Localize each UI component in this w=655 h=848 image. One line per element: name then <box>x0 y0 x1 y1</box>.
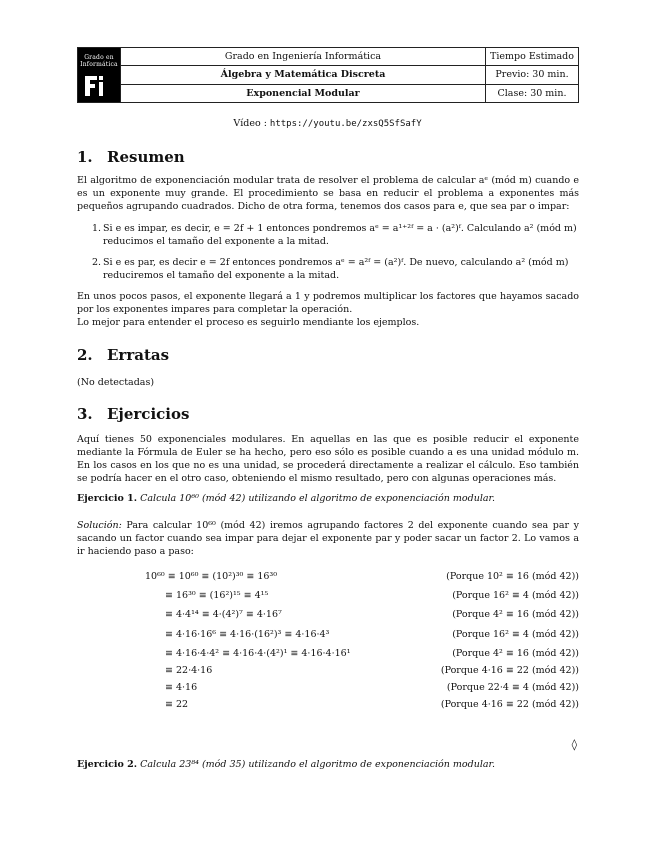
exercise-2 <box>77 758 579 771</box>
resumen-paragraph-3: Lo mejor para entender el proceso es seguirlo mendiante los ejemplos. <box>77 317 420 328</box>
video-line <box>0 118 655 129</box>
list-item <box>92 256 579 282</box>
solution-paragraph <box>77 519 579 558</box>
step-reason: (Porque 4·16 ≡ 22 (mód 42)) <box>440 699 579 710</box>
degree-name: Grado en Ingeniería Informática <box>121 48 486 66</box>
university-logo <box>78 48 121 103</box>
step-reason: (Porque 22·4 ≡ 4 (mód 42)) <box>446 682 579 693</box>
step-lhs: ≡ 22·4·16 <box>165 665 213 676</box>
step-lhs: 10⁶⁰ ≡ 10⁶⁰ ≡ (10²)³⁰ ≡ 16³⁰ <box>145 571 278 582</box>
list-number: 2. <box>92 257 102 268</box>
time-label: Tiempo Estimado <box>486 48 579 66</box>
step-lhs: ≡ 4·16·16⁶ ≡ 4·16·(16²)³ ≡ 4·16·4³ <box>165 629 330 640</box>
step-reason: (Porque 4² ≡ 16 (mód 42)) <box>452 648 579 659</box>
section-heading-erratas <box>77 346 169 364</box>
end-of-solution-mark: ◊ <box>571 738 577 751</box>
logo-text: Grado en Informática <box>80 54 118 68</box>
exercise-1 <box>77 492 579 505</box>
subject-name: Álgebra y Matemática Discreta <box>121 66 486 84</box>
resumen-paragraph-2: En unos pocos pasos, el exponente llegará a 1 y podremos multiplicar los factores que hayamos sacado por los exponentes impares para completar la operación. <box>77 291 579 315</box>
step-reason: (Porque 16² ≡ 4 (mód 42)) <box>452 590 579 601</box>
step-lhs: ≡ 4·16·4·4² ≡ 4·16·4·(4²)¹ ≡ 4·16·4·16¹ <box>165 648 351 659</box>
section-title: Erratas <box>107 346 170 364</box>
section-title: Ejercicios <box>107 405 190 423</box>
section-number: 3. <box>77 405 93 423</box>
exercise-statement: Calcula 23⁸⁴ (mód 35) utilizando el algoritmo de exponenciación modular. <box>140 759 496 770</box>
clase-time: Clase: 30 min. <box>486 84 579 102</box>
step-reason: (Porque 16² ≡ 4 (mód 42)) <box>452 629 579 640</box>
step-lhs: ≡ 16³⁰ ≡ (16²)¹⁵ ≡ 4¹⁵ <box>165 590 269 601</box>
section-heading-ejercicios <box>77 405 189 423</box>
resumen-paragraph-1: El algoritmo de exponenciación modular trata de resolver el problema de calcular aᵉ (mód m) cuando e es un exponente muy grande. El procedimiento se basa en reducir el problema a exponentes más pequeños agrupando cuadrados. Dicho de otra forma, tenemos dos casos para e, que sea par o impar: <box>77 175 579 212</box>
fi-logo-icon <box>85 76 103 96</box>
section-heading-resumen <box>77 148 185 166</box>
step-reason: (Porque 10² ≡ 16 (mód 42)) <box>446 571 579 582</box>
solution-text: Para calcular 10⁶⁰ (mód 42) iremos agrupando factores 2 del exponente cuando sea par y sacando un factor cuando sea impar para dejar el exponente par y poder sacar un factor 2. Lo vamos a ir haciendo paso a paso: <box>77 520 579 557</box>
ejercicios-intro: Aquí tienes 50 exponenciales modulares. En aquellas en las que es posible reducir el exponente mediante la Fórmula de Euler se ha hecho, pero eso sólo es posible cuando a es una unidad módulo m. En los casos en los que no es una unidad, se procederá directamente a realizar el cálculo. Eso también se podría hacer en el otro caso, obteniendo el mismo resultado, pero con algunas operaciones más. <box>77 434 579 484</box>
step-lhs: ≡ 22 <box>165 699 189 710</box>
step-lhs: ≡ 4·16 <box>165 682 198 693</box>
list-number: 1. <box>92 223 102 234</box>
exercise-statement: Calcula 10⁶⁰ (mód 42) utilizando el algoritmo de exponenciación modular. <box>140 493 496 504</box>
section-number: 2. <box>77 346 93 364</box>
video-link[interactable]: https://youtu.be/zxsQ5SfSafY <box>269 119 422 129</box>
header-table <box>77 47 579 103</box>
section-number: 1. <box>77 148 93 166</box>
solution-label: Solución: <box>77 520 122 531</box>
erratas-text: (No detectadas) <box>77 377 155 388</box>
topic-name: Exponencial Modular <box>121 84 486 102</box>
exercise-label: Ejercicio 1. <box>77 493 138 504</box>
list-item <box>92 222 579 248</box>
step-reason: (Porque 4² ≡ 16 (mód 42)) <box>452 609 579 620</box>
step-reason: (Porque 4·16 ≡ 22 (mód 42)) <box>440 665 579 676</box>
section-title: Resumen <box>107 148 185 166</box>
list-text: Si e es par, es decir e = 2f entonces pondremos aᵉ = a²ᶠ = (a²)ᶠ. De nuevo, calculando a² (mód m) reduciremos el tamaño del exponente a la mitad. <box>103 257 569 281</box>
video-label: Vídeo : <box>233 118 270 129</box>
list-text: Si e es impar, es decir, e = 2f + 1 entonces pondremos aᵉ = a¹⁺²ᶠ = a · (a²)ᶠ. Calculando a² (mód m) reducimos el tamaño del exponente a la mitad. <box>103 223 577 247</box>
exercise-label: Ejercicio 2. <box>77 759 138 770</box>
previo-time: Previo: 30 min. <box>486 66 579 84</box>
step-lhs: ≡ 4·4¹⁴ ≡ 4·(4²)⁷ ≡ 4·16⁷ <box>165 609 282 620</box>
